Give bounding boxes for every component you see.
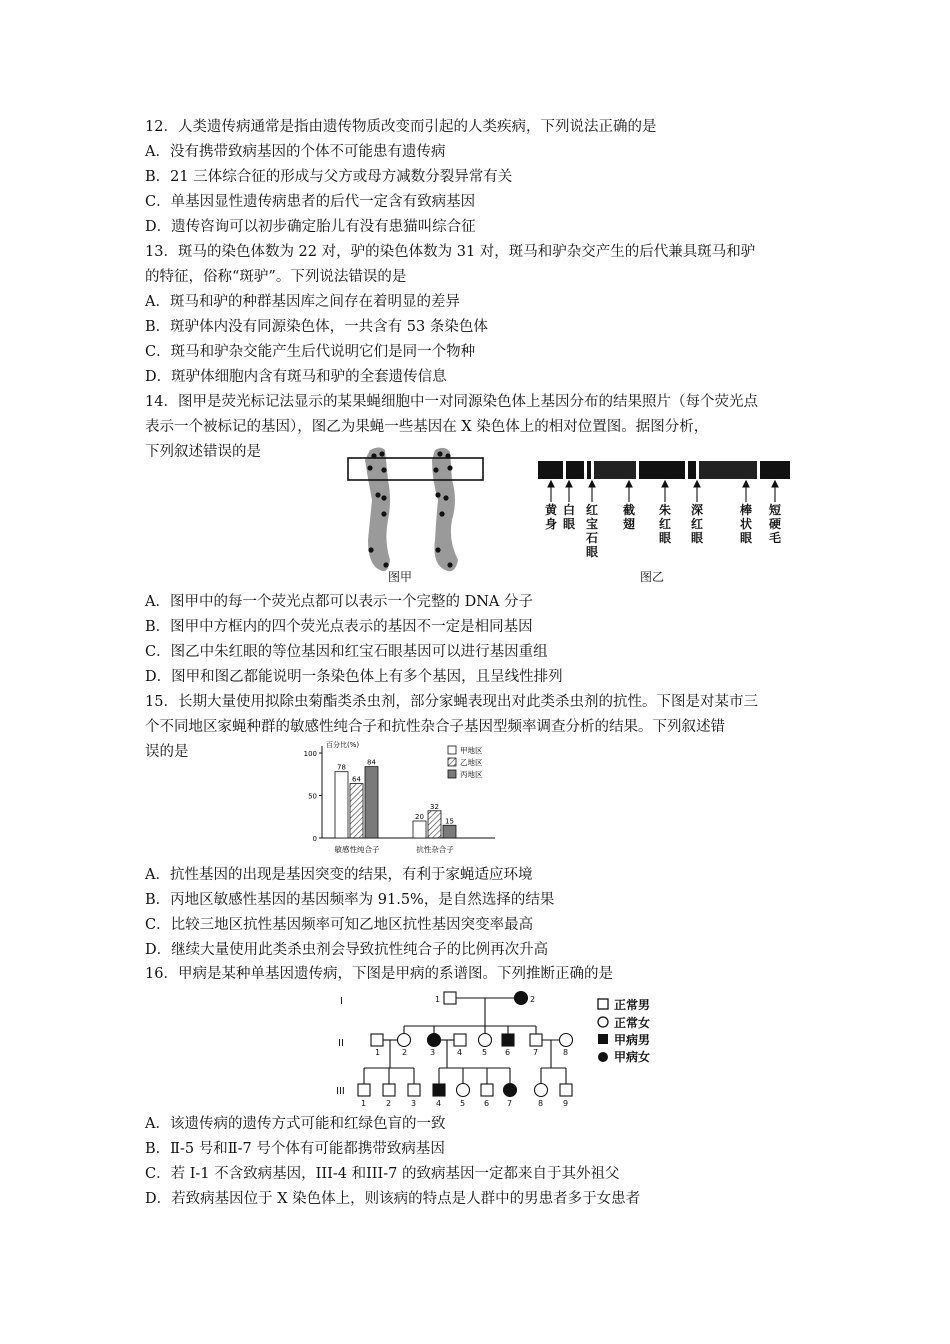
gene-label: 朱红眼 [658, 503, 671, 545]
svg-text:4: 4 [436, 1099, 442, 1108]
q15-option-d: D．继续大量使用此类杀虫剂会导致抗性纯合子的比例再次升高 [145, 942, 549, 958]
legend-label: 乙地区 [460, 758, 483, 767]
x-category-label: 敏感性纯合子 [334, 845, 380, 854]
q16-option-c: C．若 I-1 不含致病基因，III-4 和III-7 的致病基因一定都来自于其外祖父 [145, 1166, 620, 1182]
q15-stem-line3: 误的是 [145, 744, 189, 760]
q16-option-d: D．若致病基因位于 X 染色体上，则该病的特点是人群中的男患者多于女患者 [145, 1191, 641, 1207]
q13-option-c: C．斑马和驴杂交能产生后代说明它们是同一个物种 [145, 344, 476, 360]
legend-normal-female: 正常女 [614, 1016, 651, 1030]
gen-label-2: II [338, 1038, 344, 1049]
q13-stem-line1: 13．斑马的染色体数为 22 对，驴的染色体数为 31 对，斑马和驴杂交产生的后代兼具斑马和驴 [145, 244, 756, 260]
legend-swatch [448, 758, 456, 766]
bar-value-label: 64 [352, 775, 361, 784]
bar-乙地区 [350, 784, 363, 838]
q15-option-a: A．抗性基因的出现是基因突变的结果，有利于家蝇适应环境 [145, 867, 533, 883]
bar-value-label: 32 [430, 802, 439, 811]
gene-label: 短硬毛 [768, 503, 781, 545]
q12-option-d: D．遗传咨询可以初步确定胎儿有没有患猫叫综合征 [145, 219, 476, 235]
svg-text:6: 6 [505, 1048, 511, 1057]
q14-option-d: D．图甲和图乙都能说明一条染色体上有多个基因，且呈线性排列 [145, 669, 563, 685]
pedigree-legend [598, 997, 650, 1064]
svg-text:2: 2 [530, 995, 536, 1004]
q14-option-c: C．图乙中朱红眼的等位基因和红宝石眼基因可以进行基因重组 [145, 644, 548, 660]
q16-option-a: A．该遗传病的遗传方式可能和红绿色盲的一致 [145, 1116, 446, 1132]
x-category-label: 抗性杂合子 [416, 845, 454, 854]
gene-label: 黄身 [544, 503, 557, 531]
legend-swatch [448, 746, 456, 754]
figure-jia [340, 440, 490, 588]
legend-label: 丙地区 [460, 770, 483, 779]
figure-jia-caption: 图甲 [388, 570, 413, 584]
gene-label: 白眼 [562, 503, 575, 531]
bar-乙地区 [428, 811, 441, 838]
gene-label: 棒状眼 [739, 503, 752, 545]
q12-option-c: C．单基因显性遗传病患者的后代一定含有致病基因 [145, 194, 476, 210]
q15-stem-line2: 个不同地区家蝇种群的敏感性纯合子和抗性杂合子基因型频率调查分析的结果。下列叙述错 [145, 719, 725, 735]
svg-text:8: 8 [563, 1048, 569, 1057]
bar-value-label: 20 [415, 813, 424, 821]
q12-stem: 12．人类遗传病通常是指由遗传物质改变而引起的人类疾病，下列说法正确的是 [145, 119, 657, 135]
q14-option-a: A．图甲中的每一个荧光点都可以表示一个完整的 DNA 分子 [145, 594, 533, 610]
q12-option-a: A．没有携带致病基因的个体不可能患有遗传病 [145, 144, 446, 160]
y-tick-label: 100 [303, 750, 317, 758]
svg-text:5: 5 [460, 1099, 466, 1108]
bar-丙地区 [365, 767, 378, 838]
svg-text:1: 1 [375, 1048, 381, 1057]
figure-yi-caption: 图乙 [640, 570, 665, 584]
svg-text:3: 3 [411, 1099, 417, 1108]
svg-text:5: 5 [482, 1048, 488, 1057]
bar-甲地区 [413, 821, 426, 838]
bar-value-label: 15 [445, 817, 454, 826]
bar-chart [300, 738, 510, 860]
svg-text:2: 2 [386, 1099, 392, 1108]
y-tick-label: 50 [308, 792, 317, 801]
legend-label: 甲地区 [460, 746, 483, 755]
svg-text:9: 9 [563, 1099, 569, 1108]
svg-text:3: 3 [430, 1048, 436, 1057]
q14-stem-line2: 表示一个被标记的基因），图乙为果蝇一些基因在 X 染色体上的相对位置图。据图分析， [145, 419, 709, 435]
q14-stem-line3: 下列叙述错误的是 [145, 444, 261, 460]
legend-affected-female: 甲病女 [614, 1050, 651, 1064]
q13-option-b: B．斑驴体内没有同源染色体，一共含有 53 条染色体 [145, 319, 488, 335]
bar-甲地区 [335, 772, 348, 838]
q14-option-b: B．图甲中方框内的四个荧光点表示的基因不一定是相同基因 [145, 619, 533, 635]
svg-text:2: 2 [402, 1048, 408, 1057]
gene-label: 截翅 [622, 503, 635, 531]
pedigree-chart [332, 988, 682, 1112]
x-chromosome-bands [538, 461, 790, 479]
svg-text:1: 1 [435, 995, 441, 1004]
gene-label: 红宝石眼 [585, 503, 598, 559]
q15-stem-line1: 15．长期大量使用拟除虫菊酯类杀虫剂，部分家蝇表现出对此类杀虫剂的抗性。下图是对某市三 [145, 694, 758, 710]
q13-option-d: D．斑驴体细胞内含有斑马和驴的全套遗传信息 [145, 369, 447, 385]
bar-丙地区 [443, 825, 456, 838]
svg-text:4: 4 [457, 1048, 463, 1057]
svg-text:7: 7 [533, 1048, 539, 1057]
svg-text:7: 7 [507, 1099, 513, 1108]
bar-value-label: 78 [337, 763, 346, 772]
gene-label: 深红眼 [690, 503, 703, 545]
svg-text:1: 1 [361, 1099, 367, 1108]
q16-stem: 16．甲病是某种单基因遗传病，下图是甲病的系谱图。下列推断正确的是 [145, 966, 613, 982]
bar-value-label: 84 [367, 758, 376, 767]
y-axis-label: 百分比(%) [326, 741, 360, 749]
q15-option-b: B．丙地区敏感性基因的基因频率为 91.5%，是自然选择的结果 [145, 892, 555, 908]
chromosome-right [432, 448, 458, 571]
q15-option-c: C．比较三地区抗性基因频率可知乙地区抗性基因突变率最高 [145, 917, 534, 933]
legend-normal-male: 正常男 [614, 998, 651, 1012]
legend-affected-male: 甲病男 [614, 1033, 651, 1047]
q16-option-b: B．Ⅱ-5 号和Ⅱ-7 号个体有可能都携带致病基因 [145, 1141, 445, 1157]
svg-text:6: 6 [484, 1099, 490, 1108]
gen-label-1: I [340, 996, 343, 1007]
y-tick-label: 0 [312, 835, 317, 843]
gene-arrows [548, 481, 778, 502]
q12-option-b: B．21 三体综合征的形成与父方或母方减数分裂异常有关 [145, 169, 513, 185]
q14-stem-line1: 14．图甲是荧光标记法显示的某果蝇细胞中一对同源染色体上基因分布的结果照片（每个荧光点 [145, 394, 758, 410]
gen-label-3: III [336, 1086, 345, 1097]
q13-option-a: A．斑马和驴的种群基因库之间存在着明显的差异 [145, 294, 460, 310]
legend-swatch [448, 770, 456, 778]
svg-text:8: 8 [538, 1099, 544, 1108]
q13-stem-line2: 的特征，俗称“斑驴”。下列说法错误的是 [145, 269, 407, 285]
